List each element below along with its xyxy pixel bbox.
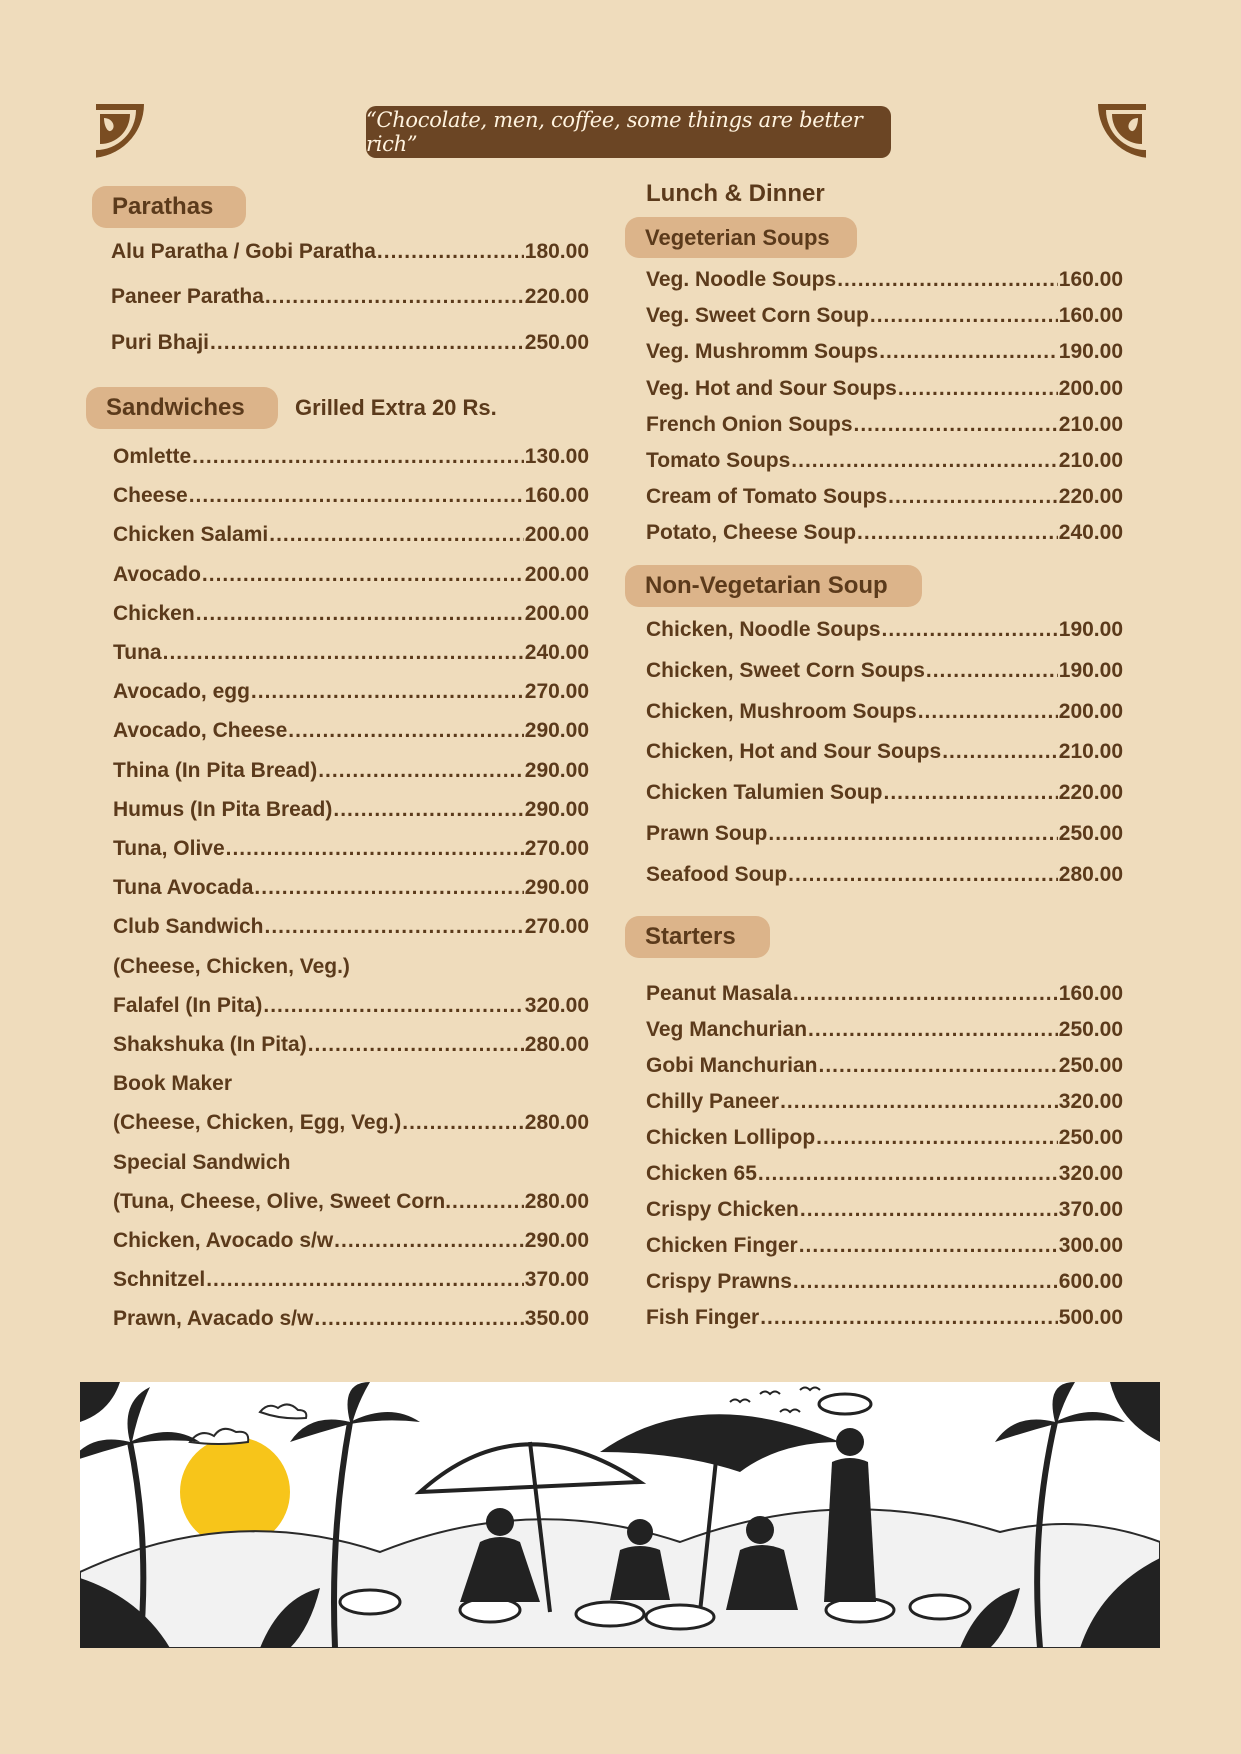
dot-leader (265, 285, 524, 309)
menu-item (113, 837, 589, 861)
menu-item-name: Chicken (113, 601, 195, 625)
menu-item-price: 200.00 (1058, 699, 1123, 723)
dot-leader (189, 484, 524, 508)
dot-leader (793, 1270, 1058, 1294)
dot-leader (452, 1190, 524, 1214)
section-header-starters: Starters (625, 916, 770, 958)
menu-item-name: Puri Bhaji (111, 331, 210, 354)
menu-item (113, 641, 589, 665)
sun-icon (180, 1437, 290, 1547)
menu-item-name: Seafood Soup (646, 862, 788, 886)
menu-item-name: Falafel (In Pita) (113, 993, 263, 1017)
menu-item-price: 250.00 (1058, 822, 1123, 845)
menu-item-name: Chicken Talumien Soup (646, 781, 883, 805)
menu-item-price: 240.00 (1058, 521, 1123, 545)
dot-leader (793, 982, 1058, 1006)
menu-item-price: 160.00 (524, 484, 589, 508)
section-header-nonveg-soups: Non-Vegetarian Soup (625, 565, 922, 607)
corner-ornament-right-icon (1098, 104, 1152, 158)
menu-item-line: Book Maker (113, 1072, 233, 1096)
menu-item-price: 210.00 (1058, 740, 1123, 764)
dot-leader (888, 485, 1058, 509)
menu-item-name: Crispy Prawns (646, 1270, 792, 1293)
menu-item-name: (Cheese, Chicken, Egg, Veg.) (113, 1111, 402, 1135)
menu-item-name: Cheese (113, 484, 188, 508)
menu-item (646, 449, 1123, 473)
dot-leader (206, 1268, 524, 1292)
dot-leader (314, 1307, 523, 1331)
menu-item-price: 220.00 (1058, 781, 1123, 805)
menu-item-name: Avocado (113, 562, 201, 586)
menu-item (113, 445, 589, 469)
dot-leader (163, 641, 524, 665)
menu-item-price: 270.00 (524, 915, 589, 939)
menu-item-name: Shakshuka (In Pita) (113, 1033, 307, 1056)
menu-item-line: (Cheese, Chicken, Veg.) (113, 954, 350, 978)
menu-item-price: 240.00 (524, 641, 589, 664)
menu-item (646, 304, 1123, 328)
menu-item-price: 160.00 (1058, 304, 1123, 328)
menu-item (113, 563, 589, 587)
menu-item-name: Paneer Paratha (111, 285, 264, 308)
menu-item-name: Avocado, Cheese (113, 719, 288, 743)
menu-item-name: Chicken 65 (646, 1162, 757, 1185)
menu-item (646, 618, 1123, 642)
menu-item (113, 719, 589, 743)
menu-item-price: 200.00 (524, 601, 589, 625)
menu-item-name: Veg. Noodle Soups (646, 268, 837, 291)
sandwiches-note: Grilled Extra 20 Rs. (295, 395, 497, 420)
corner-ornament-left-icon (90, 104, 144, 158)
menu-item-price: 160.00 (1058, 982, 1123, 1005)
menu-item-price: 500.00 (1058, 1306, 1123, 1329)
menu-item-name: Prawn, Avacado s/w (113, 1307, 314, 1331)
menu-item-name: Tuna Avocada (113, 876, 254, 900)
menu-item (646, 1162, 1123, 1186)
dot-leader (334, 1229, 524, 1253)
menu-item-name: Veg. Sweet Corn Soup (646, 304, 869, 328)
menu-item (113, 1111, 589, 1135)
menu-item-name: Tuna, Olive (113, 837, 225, 860)
dot-leader (192, 445, 524, 469)
menu-item-name: Chicken, Sweet Corn Soups (646, 658, 925, 682)
dot-leader (837, 268, 1058, 292)
menu-item-price: 320.00 (1058, 1162, 1123, 1185)
menu-item (113, 484, 589, 508)
menu-item-name: Avocado, egg (113, 680, 250, 704)
dot-leader (808, 1018, 1058, 1042)
menu-item-price: 190.00 (1058, 340, 1123, 364)
menu-item (646, 377, 1123, 401)
menu-item (646, 485, 1123, 509)
dot-leader (251, 680, 524, 704)
menu-item-price: 280.00 (524, 1189, 589, 1213)
menu-item-price: 210.00 (1058, 449, 1123, 472)
dot-leader (883, 781, 1057, 805)
menu-item-price: 320.00 (524, 993, 589, 1017)
menu-item-line: Special Sandwich (113, 1150, 291, 1174)
dot-leader (226, 837, 524, 861)
menu-item-name: Potato, Cheese Soup (646, 521, 857, 545)
menu-item-name: (Tuna, Cheese, Olive, Sweet Corn. (113, 1189, 452, 1213)
menu-item-price: 200.00 (1058, 376, 1123, 400)
menu-item-name: Chicken, Hot and Sour Soups (646, 740, 942, 764)
menu-item-name: Club Sandwich (113, 915, 264, 939)
menu-item (646, 1018, 1123, 1042)
menu-item-price: 280.00 (524, 1111, 589, 1135)
menu-item (646, 1270, 1123, 1294)
dot-leader (402, 1111, 524, 1135)
menu-item (111, 285, 589, 309)
menu-item-price: 250.00 (1058, 1054, 1123, 1077)
dot-leader (265, 915, 524, 939)
menu-item-price: 290.00 (524, 758, 589, 782)
quote-banner: “Chocolate, men, coffee, some things are better rich” (366, 106, 891, 158)
menu-item-name: Peanut Masala (646, 982, 792, 1005)
menu-item (113, 798, 589, 822)
menu-item (113, 523, 589, 547)
menu-item-name: Alu Paratha / Gobi Paratha (111, 240, 376, 263)
menu-item (113, 1229, 589, 1253)
menu-item (646, 1126, 1123, 1150)
section-header-sandwiches: Sandwiches (86, 387, 278, 429)
menu-item-price: 130.00 (524, 445, 589, 468)
market-scene-illustration (80, 1382, 1160, 1648)
menu-item (646, 1306, 1123, 1330)
menu-item (646, 863, 1123, 887)
dot-leader (819, 1054, 1058, 1078)
menu-item (646, 268, 1123, 292)
menu-item (646, 740, 1123, 764)
menu-item-name: Chicken Lollipop (646, 1126, 816, 1149)
dot-leader (377, 240, 524, 264)
menu-item (113, 994, 589, 1018)
dot-leader (882, 618, 1058, 642)
dot-leader (857, 521, 1058, 545)
menu-item-price: 280.00 (524, 1033, 589, 1056)
menu-item-name: Veg. Hot and Sour Soups (646, 376, 897, 400)
menu-item (646, 822, 1123, 846)
menu-item-price: 300.00 (1058, 1234, 1123, 1257)
market-scene-icon (80, 1382, 1160, 1648)
menu-item (646, 521, 1123, 545)
menu-item-price: 200.00 (524, 562, 589, 586)
menu-item-name: Schnitzel (113, 1268, 206, 1292)
dot-leader (210, 331, 524, 355)
menu-item-price: 270.00 (524, 837, 589, 860)
dot-leader (879, 340, 1058, 364)
section-header-parathas: Parathas (92, 186, 246, 228)
menu-item-name: Thina (In Pita Bread) (113, 758, 318, 782)
menu-item (111, 240, 589, 264)
dot-leader (942, 740, 1058, 764)
menu-item-name: Chicken, Avocado s/w (113, 1229, 334, 1252)
menu-item (646, 413, 1123, 437)
menu-item (646, 1090, 1123, 1114)
menu-item (113, 915, 589, 939)
menu-item-price: 250.00 (1058, 1018, 1123, 1041)
menu-item-name: Cream of Tomato Soups (646, 485, 888, 509)
dot-leader (799, 1234, 1058, 1258)
menu-item (646, 982, 1123, 1006)
dot-leader (196, 602, 524, 626)
menu-item-name: French Onion Soups (646, 412, 853, 436)
menu-item-price: 210.00 (1058, 412, 1123, 436)
menu-item (646, 700, 1123, 724)
dot-leader (898, 377, 1058, 401)
dot-leader (768, 822, 1057, 846)
dot-leader (780, 1090, 1058, 1114)
menu-item (113, 1307, 589, 1331)
menu-item-name: Tuna (113, 641, 162, 664)
menu-item-name: Veg Manchurian (646, 1018, 808, 1041)
dot-leader (870, 304, 1058, 328)
menu-item-name: Chilly Paneer (646, 1090, 780, 1113)
dot-leader (333, 798, 523, 822)
menu-item (113, 1268, 589, 1292)
menu-item-price: 190.00 (1058, 658, 1123, 682)
menu-item-name: Chicken, Mushroom Soups (646, 699, 917, 723)
dot-leader (202, 563, 524, 587)
menu-item (646, 1054, 1123, 1078)
menu-item (113, 602, 589, 626)
menu-item-price: 290.00 (524, 719, 589, 743)
dot-leader (308, 1033, 524, 1057)
menu-item (113, 1033, 589, 1057)
menu-item-price: 290.00 (524, 876, 589, 900)
menu-item-name: Crispy Chicken (646, 1198, 799, 1221)
menu-item-price: 370.00 (1058, 1198, 1123, 1221)
lunch-dinner-title: Lunch & Dinner (646, 180, 825, 207)
menu-item (113, 1190, 589, 1214)
dot-leader (254, 876, 523, 900)
menu-item-price: 180.00 (524, 240, 589, 263)
menu-item-price: 600.00 (1058, 1270, 1123, 1293)
menu-item-name: Gobi Manchurian (646, 1054, 818, 1077)
menu-item (646, 340, 1123, 364)
menu-item-price: 290.00 (524, 797, 589, 821)
menu-item-price: 250.00 (1058, 1126, 1123, 1149)
menu-item-price: 220.00 (1058, 485, 1123, 509)
menu-item (113, 680, 589, 704)
dot-leader (263, 994, 523, 1018)
menu-item-price: 350.00 (524, 1307, 589, 1331)
menu-item-price: 280.00 (1058, 862, 1123, 886)
menu-item-name: Chicken Finger (646, 1234, 798, 1257)
menu-item-name: Fish Finger (646, 1306, 760, 1329)
dot-leader (760, 1306, 1058, 1330)
menu-item-name: Veg. Mushromm Soups (646, 340, 879, 364)
dot-leader (269, 523, 524, 547)
menu-item-name: Chicken, Noodle Soups (646, 618, 881, 641)
menu-item-price: 190.00 (1058, 618, 1123, 641)
dot-leader (288, 719, 523, 743)
menu-item-price: 220.00 (524, 285, 589, 308)
menu-item-name: Chicken Salami (113, 523, 269, 547)
menu-item-name: Tomato Soups (646, 449, 791, 472)
dot-leader (791, 449, 1057, 473)
menu-item (646, 659, 1123, 683)
menu-item-name: Humus (In Pita Bread) (113, 797, 333, 821)
menu-item-price: 320.00 (1058, 1090, 1123, 1113)
menu-item-price: 370.00 (524, 1268, 589, 1292)
dot-leader (788, 863, 1058, 887)
menu-item-price: 290.00 (524, 1229, 589, 1252)
dot-leader (816, 1126, 1058, 1150)
dot-leader (854, 413, 1058, 437)
dot-leader (926, 659, 1058, 683)
menu-item-price: 160.00 (1058, 268, 1123, 291)
menu-item-name: Omlette (113, 445, 192, 468)
menu-item-price: 250.00 (524, 331, 589, 354)
dot-leader (800, 1198, 1058, 1222)
dot-leader (918, 700, 1058, 724)
menu-item-price: 200.00 (524, 523, 589, 547)
section-header-veg-soups: Vegeterian Soups (625, 217, 857, 258)
menu-item (646, 1234, 1123, 1258)
menu-item-price: 270.00 (524, 680, 589, 704)
menu-item (111, 331, 589, 355)
menu-item (113, 759, 589, 783)
menu-item-name: Prawn Soup (646, 822, 768, 845)
menu-item (646, 781, 1123, 805)
dot-leader (758, 1162, 1058, 1186)
menu-item (646, 1198, 1123, 1222)
dot-leader (318, 759, 524, 783)
menu-item (113, 876, 589, 900)
